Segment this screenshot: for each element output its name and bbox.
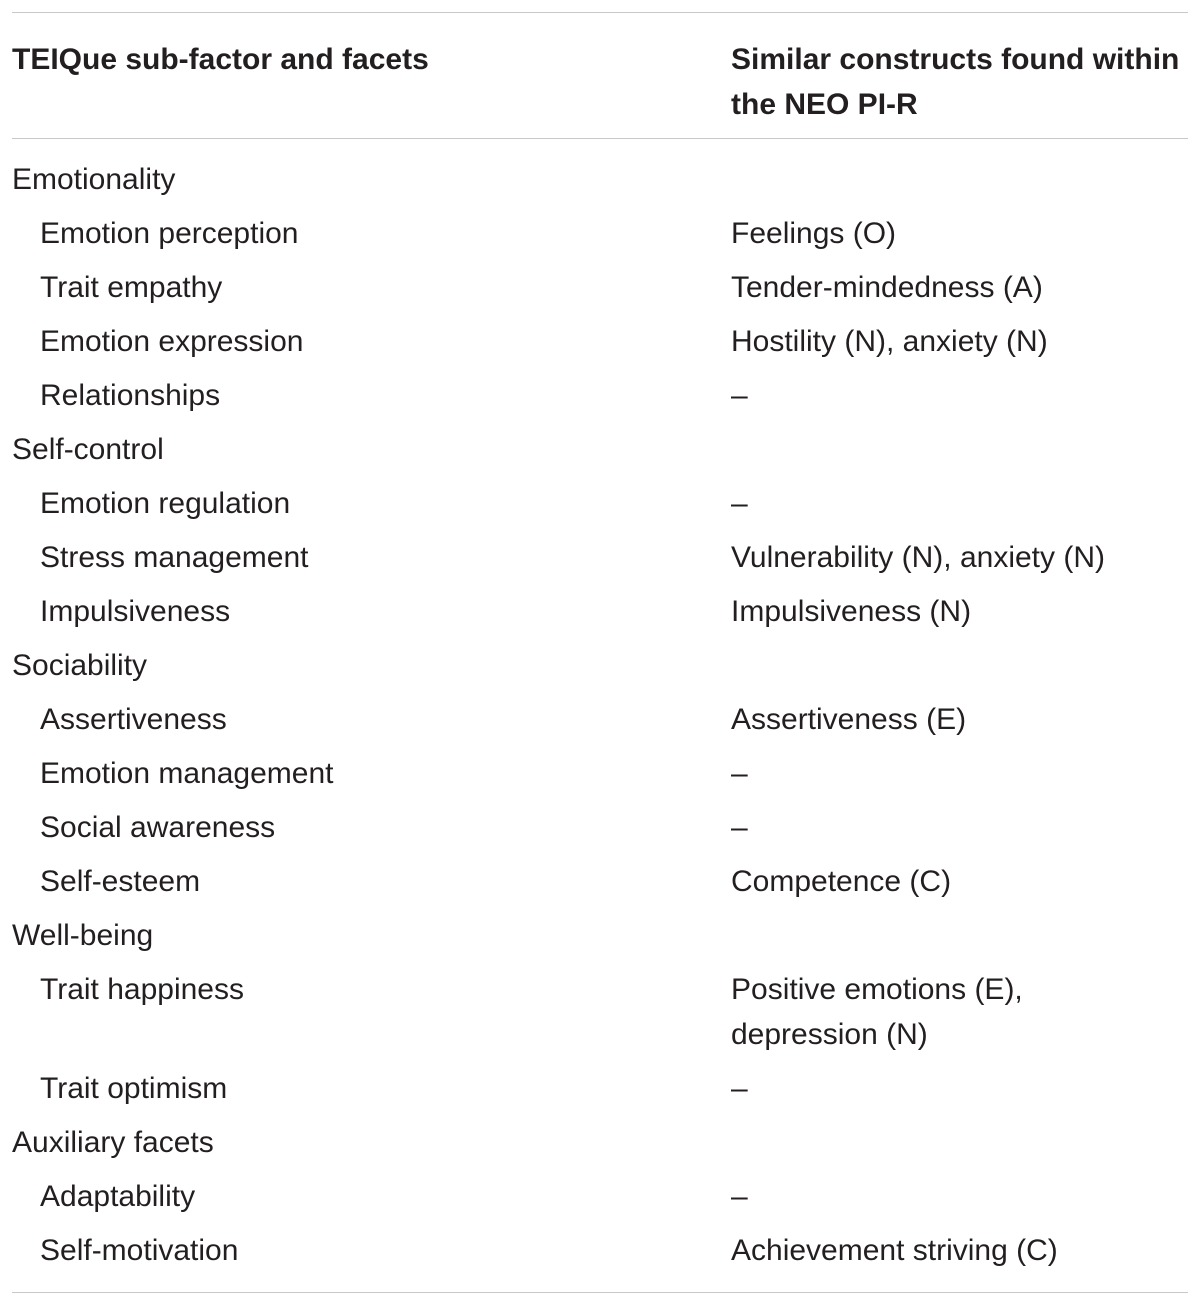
neo-construct: Vulnerability (N), anxiety (N) [731, 541, 1105, 574]
table-row [12, 643, 1188, 688]
facet-name: Social awareness [40, 811, 276, 844]
subfactor-name: Sociability [12, 649, 148, 682]
facet-name: Trait empathy [40, 271, 223, 304]
neo-construct: – [731, 757, 748, 790]
facet-name: Stress management [40, 541, 309, 574]
neo-construct: – [731, 487, 748, 520]
table-row [12, 1120, 1188, 1165]
neo-construct [731, 1120, 1188, 1165]
facet-name: Assertiveness [40, 703, 227, 736]
neo-construct: Achievement striving (C) [731, 1234, 1058, 1267]
header-col-teique: TEIQue sub-factor and facets [12, 43, 429, 76]
neo-construct: – [731, 1180, 748, 1213]
facet-name: Self-motivation [40, 1234, 239, 1267]
table-row [12, 913, 1188, 958]
facet-name: Impulsiveness [40, 595, 231, 628]
neo-construct: Assertiveness (E) [731, 703, 967, 736]
subfactor-name: Self-control [12, 433, 164, 466]
table-header [12, 13, 1188, 138]
table-row [12, 535, 1188, 580]
table-row [12, 805, 1188, 850]
table-row [12, 697, 1188, 742]
table-row [12, 751, 1188, 796]
neo-construct: – [731, 379, 748, 412]
header-col-neo: Similar constructs found within the NEO PI-R [731, 43, 1180, 121]
neo-construct: Feelings (O) [731, 217, 897, 250]
facet-name: Relationships [40, 379, 221, 412]
table-row [12, 1174, 1188, 1219]
neo-construct: Impulsiveness (N) [731, 595, 972, 628]
neo-construct: – [731, 1072, 748, 1105]
table-row [12, 589, 1188, 634]
table-row [12, 211, 1188, 256]
table-row [12, 157, 1188, 202]
facet-name: Trait optimism [40, 1072, 228, 1105]
table-row [12, 481, 1188, 526]
construct-comparison-table [12, 12, 1188, 1293]
facet-name: Trait happiness [40, 973, 244, 1006]
table-row [12, 427, 1188, 472]
neo-construct: Hostility (N), anxiety (N) [731, 325, 1048, 358]
subfactor-name: Auxiliary facets [12, 1126, 214, 1159]
facet-name: Adaptability [40, 1180, 196, 1213]
table-row [12, 1228, 1188, 1273]
table-bottom-rule [12, 1292, 1188, 1293]
neo-construct [731, 913, 1188, 958]
neo-construct [731, 157, 1188, 202]
facet-name: Emotion regulation [40, 487, 291, 520]
table-row [12, 373, 1188, 418]
neo-construct: Positive emotions (E), depression (N) [731, 973, 1023, 1051]
table-row [12, 1066, 1188, 1111]
table-row [12, 967, 1188, 1057]
table-row [12, 859, 1188, 904]
facet-name: Emotion management [40, 757, 334, 790]
table-body [12, 139, 1188, 1292]
neo-construct: Competence (C) [731, 865, 952, 898]
neo-construct [731, 427, 1188, 472]
subfactor-name: Emotionality [12, 163, 176, 196]
table-row [12, 319, 1188, 364]
facet-name: Emotion expression [40, 325, 304, 358]
neo-construct: – [731, 811, 748, 844]
table-row [12, 265, 1188, 310]
facet-name: Emotion perception [40, 217, 299, 250]
subfactor-name: Well-being [12, 919, 154, 952]
neo-construct [731, 643, 1188, 688]
facet-name: Self-esteem [40, 865, 201, 898]
neo-construct: Tender-mindedness (A) [731, 271, 1043, 304]
